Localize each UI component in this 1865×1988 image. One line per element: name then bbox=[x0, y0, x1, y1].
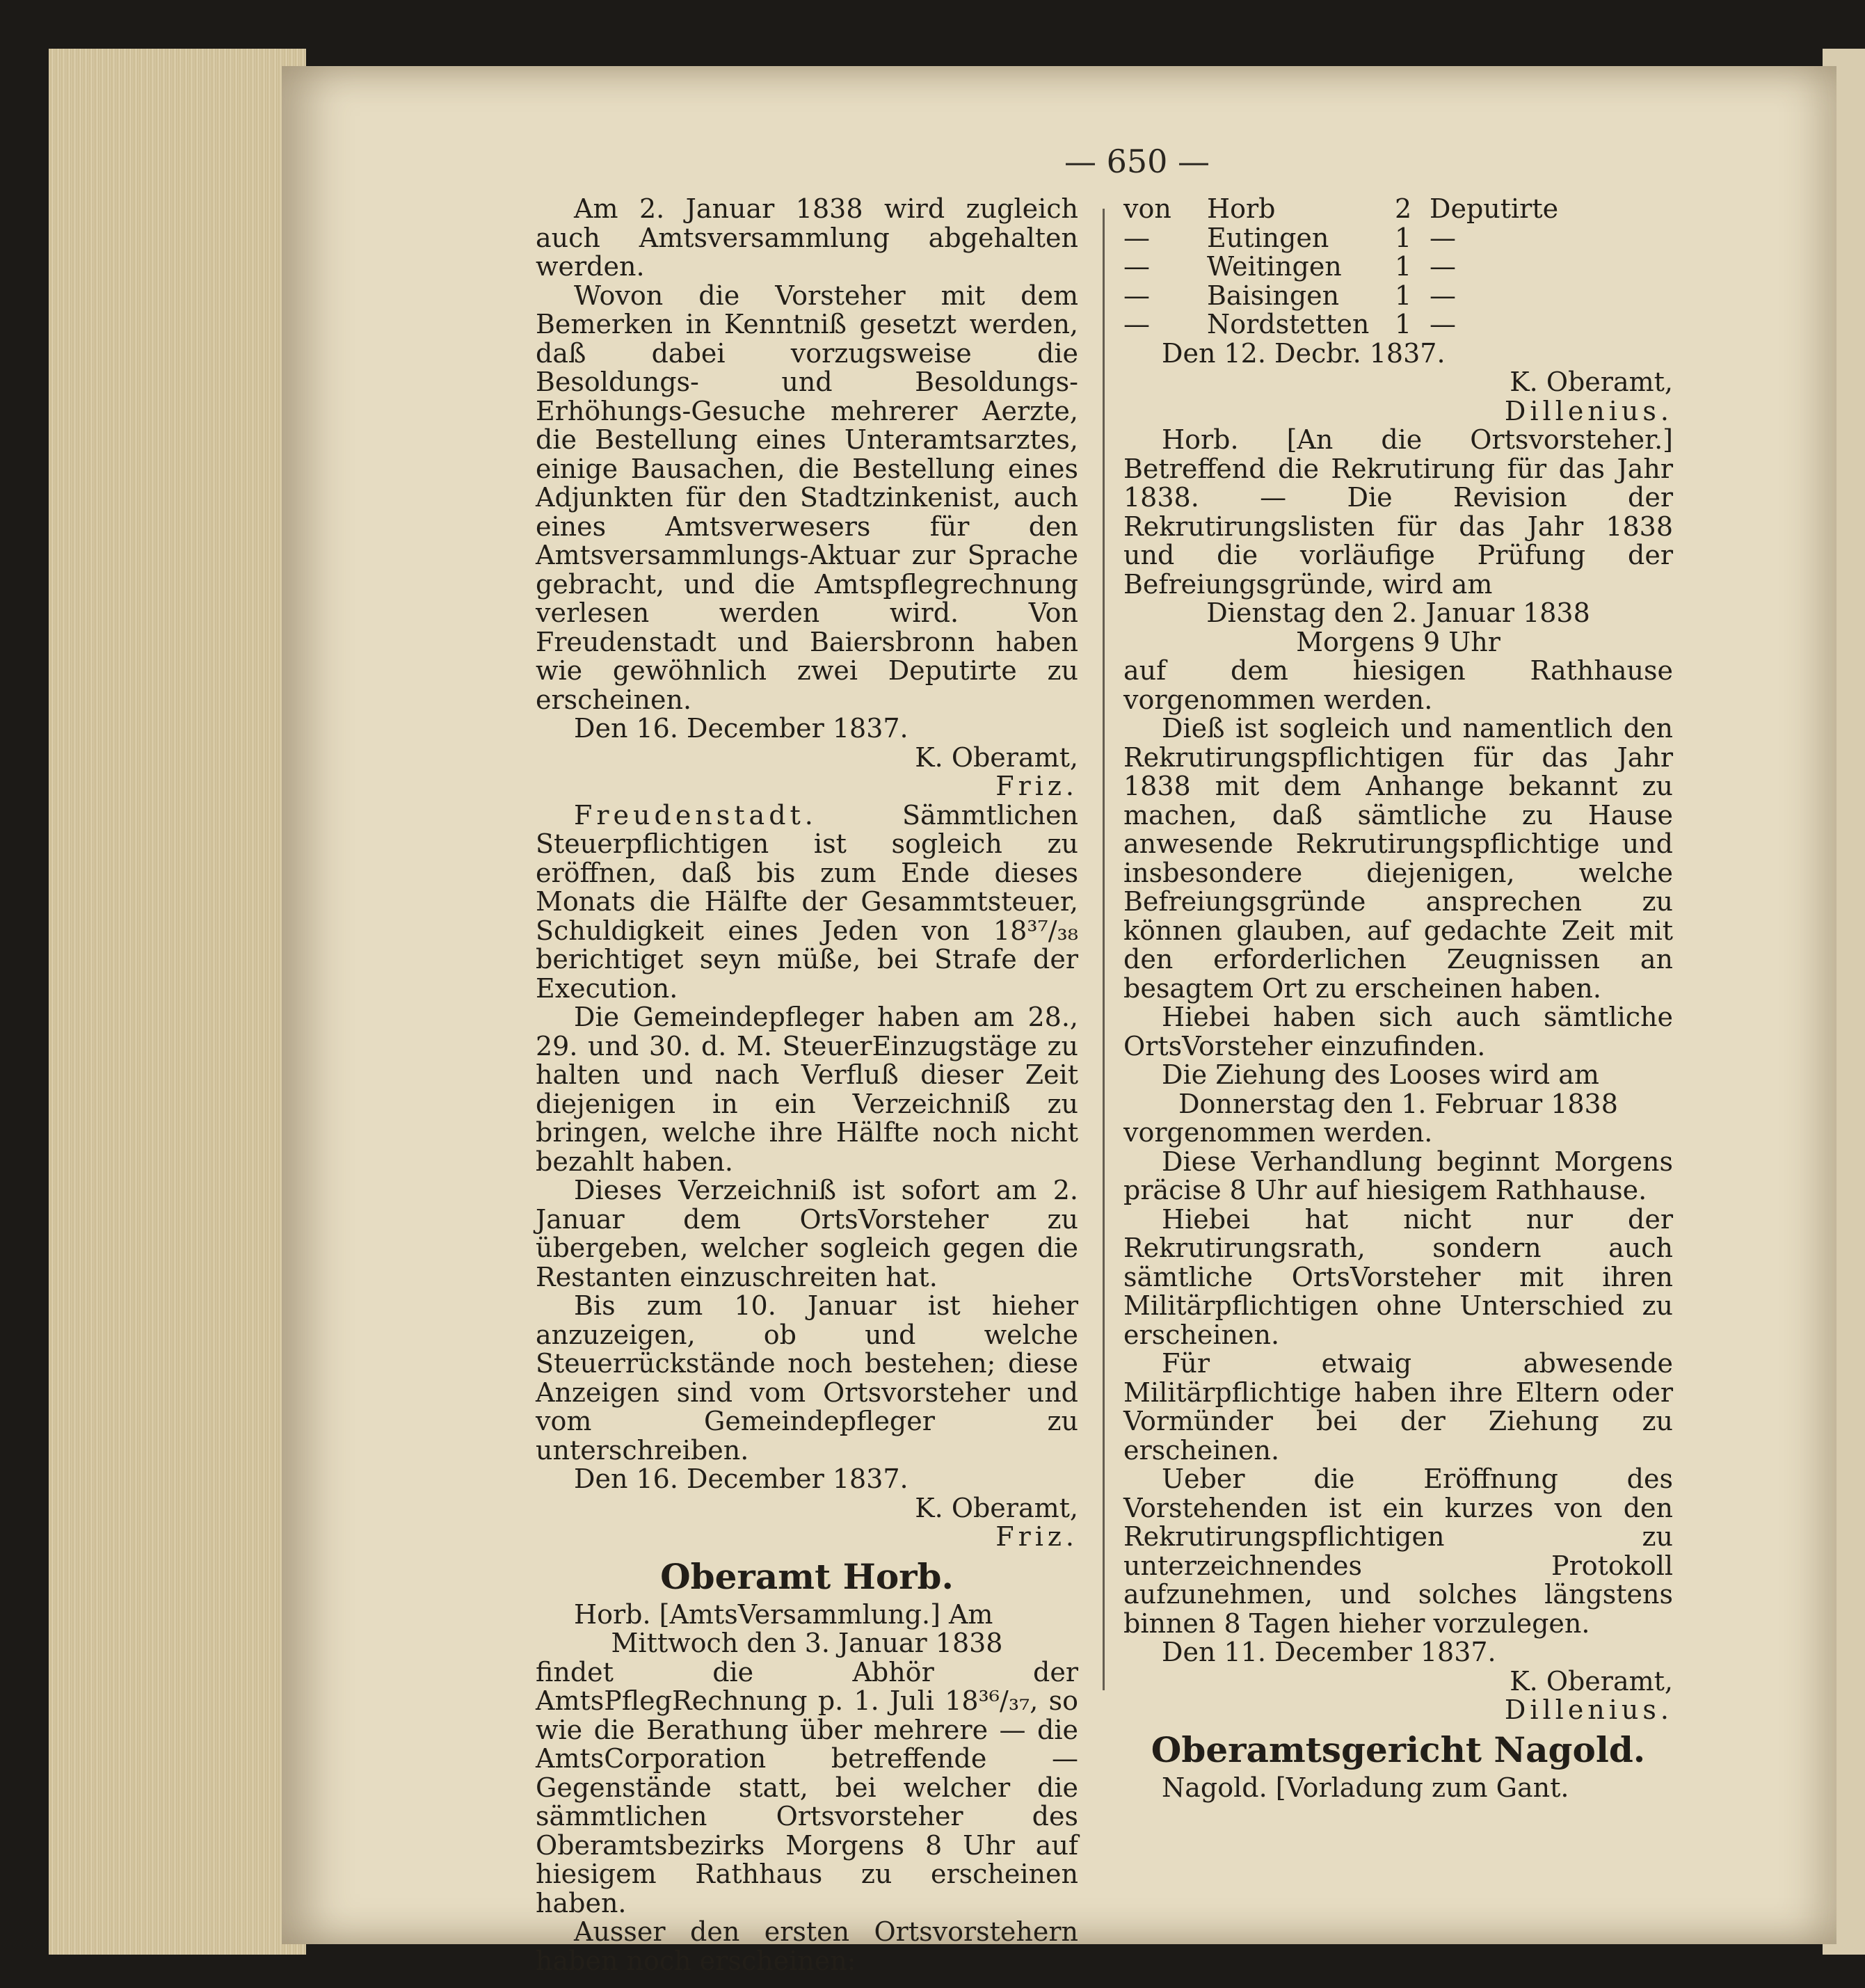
list-place: Eutingen bbox=[1207, 222, 1329, 253]
list-place: Weitingen bbox=[1207, 251, 1342, 282]
column-divider bbox=[1103, 209, 1105, 1690]
paragraph: Wovon die Vorsteher mit dem Bemerken in Kenntniß gesetzt werden, daß dabei vorzugsweise die Besoldungs- und Besoldungs-Erhöhungs-Gesuche mehrerer Aerzte, die Bestellung eines Unteramtsarztes, einige Bausachen, die Bestellung eines Adjunkten für den Stadtzinkenist, auch eines Amtsverwesers für den Amtsversammlungs-Aktuar zur Sprache gebracht, und die Amtspflegrechnung verlesen werden wird. Von Freudenstadt und Baiersbronn haben wie gewöhnlich zwei Deputirte zu erscheinen. bbox=[536, 280, 1078, 715]
paragraph: Für etwaig abwesende Militärpflichtige haben ihre Eltern oder Vormünder bei der Ziehung zu erscheinen. bbox=[1123, 1348, 1673, 1466]
date-line: Den 11. December 1837. bbox=[1162, 1637, 1496, 1667]
paragraph: Nagold. [Vorladung zum Gant. bbox=[1162, 1772, 1569, 1803]
paragraph: Die Gemeindepfleger haben am 28., 29. und 30. d. M. SteuerEinzugstäge zu halten und nach Verfluß dieser Zeit diejenigen in ein Verzeichniß zu bringen, welche ihre Hälfte noch nicht bezahlt haben. bbox=[536, 1002, 1078, 1177]
deputy-list bbox=[1123, 195, 1673, 339]
paragraph: auf dem hiesigen Rathhause vorgenommen werden. bbox=[1123, 655, 1673, 715]
left-column bbox=[536, 195, 1078, 1975]
signature: Friz. bbox=[995, 1521, 1078, 1552]
list-prefix: — bbox=[1123, 309, 1150, 339]
list-item bbox=[1123, 310, 1673, 339]
signature: Friz. bbox=[995, 771, 1078, 801]
list-count: 2 bbox=[1395, 193, 1412, 224]
date-line: Den 16. December 1837. bbox=[574, 713, 909, 744]
list-prefix: — bbox=[1123, 222, 1150, 253]
list-item bbox=[1123, 282, 1673, 311]
paragraph: Dieß ist sogleich und namentlich den Rekrutirungspflichtigen für das Jahr 1838 mit dem Anhange bekannt zu machen, daß sämtliche zu Hause anwesende Rekrutirungspflichtige und insbesondere diejenigen, welche Befreiungsgründe ansprechen zu können glauben, auf gedachte Zeit mit den erforderlichen Zeugnissen an besagtem Ort zu erscheinen haben. bbox=[1123, 713, 1673, 1004]
list-prefix: — bbox=[1123, 280, 1150, 311]
date-line: Den 12. Decbr. 1837. bbox=[1162, 337, 1446, 369]
paragraph: Die Ziehung des Looses wird am bbox=[1162, 1059, 1599, 1090]
signature: Dillenius. bbox=[1504, 395, 1673, 426]
date-line: Den 16. December 1837. bbox=[574, 1464, 909, 1494]
centered-line: Dienstag den 2. Januar 1838 bbox=[1206, 598, 1590, 628]
list-prefix: — bbox=[1123, 251, 1150, 282]
centered-line: Donnerstag den 1. Februar 1838 bbox=[1178, 1088, 1618, 1119]
list-label: Deputirte bbox=[1430, 193, 1559, 224]
paragraph: Hiebei hat nicht nur der Rekrutirungsrath, sondern auch sämtliche OrtsVorsteher mit ihren Militärpflichtigen ohne Unterschied zu erscheinen. bbox=[1123, 1203, 1673, 1350]
paragraph: Ausser den ersten Ortsvorstehern haben noch erscheinen: bbox=[536, 1916, 1078, 1976]
paragraph-line: Mittwoch den 3. Januar 1838 bbox=[611, 1628, 1003, 1658]
list-item bbox=[1123, 252, 1673, 282]
paragraph-text: Sämmtlichen Steuerpflichtigen ist sogleich zu eröffnen, daß bis zum Ende dieses Monats die Hälfte der Gesammtsteuer, Schuldigkeit eines Jeden von 18³⁷/₃₈ berichtiget seyn müße, bei Strafe der Execution. bbox=[536, 799, 1078, 1004]
place-lead: Freudenstadt. bbox=[574, 799, 817, 831]
list-place: Horb bbox=[1207, 193, 1276, 224]
list-count: 1 bbox=[1395, 222, 1412, 253]
list-prefix: von bbox=[1123, 193, 1171, 224]
office-line: K. Oberamt, bbox=[1510, 367, 1673, 397]
paragraph: Dieses Verzeichniß ist sofort am 2. Januar dem OrtsVorsteher zu übergeben, welcher sogleich gegen die Restanten einzuschreiten hat. bbox=[536, 1175, 1078, 1292]
list-count: 1 bbox=[1395, 251, 1412, 282]
list-label: — bbox=[1430, 309, 1456, 339]
office-line: K. Oberamt, bbox=[915, 742, 1078, 773]
list-place: Nordstetten bbox=[1207, 309, 1370, 339]
section-heading: Oberamt Horb. bbox=[660, 1555, 954, 1597]
signature: Dillenius. bbox=[1504, 1694, 1673, 1725]
list-label: — bbox=[1430, 251, 1456, 282]
office-line: K. Oberamt, bbox=[915, 1492, 1078, 1523]
office-line: K. Oberamt, bbox=[1510, 1665, 1673, 1697]
list-label: — bbox=[1430, 222, 1456, 253]
paragraph: Am 2. Januar 1838 wird zugleich auch Amtsversammlung abgehalten werden. bbox=[536, 193, 1078, 282]
list-place: Baisingen bbox=[1207, 280, 1340, 311]
section-heading: Oberamtsgericht Nagold. bbox=[1151, 1729, 1646, 1770]
list-count: 1 bbox=[1395, 309, 1412, 339]
page-number: — 650 — bbox=[1064, 143, 1210, 180]
book-page-edges bbox=[49, 49, 306, 1955]
paragraph: Diese Verhandlung beginnt Morgens präcise 8 Uhr auf hiesigem Rathhause. bbox=[1123, 1146, 1673, 1205]
list-item bbox=[1123, 195, 1673, 224]
paragraph: Bis zum 10. Januar ist hieher anzuzeigen, ob und welche Steuerrückstände noch bestehen; diese Anzeigen sind vom Ortsvorsteher und vom Gemeindepfleger zu unterschreiben. bbox=[536, 1290, 1078, 1466]
list-label: — bbox=[1430, 280, 1456, 311]
paragraph-line: Horb. [AmtsVersammlung.] Am bbox=[574, 1598, 993, 1630]
paragraph bbox=[536, 801, 1078, 1004]
list-item bbox=[1123, 224, 1673, 253]
paragraph: vorgenommen werden. bbox=[1123, 1117, 1433, 1148]
right-column bbox=[1123, 195, 1673, 1802]
paragraph: Ueber die Eröffnung des Vorstehenden ist ein kurzes von den Rekrutirungspflichtigen zu unterzeichnendes Protokoll aufzunehmen, und solches längstens binnen 8 Tagen hieher vorzulegen. bbox=[1123, 1464, 1673, 1639]
paragraph: Hiebei haben sich auch sämtliche OrtsVorsteher einzufinden. bbox=[1123, 1002, 1673, 1061]
list-count: 1 bbox=[1395, 280, 1412, 311]
paragraph: findet die Abhör der AmtsPflegRechnung p. 1. Juli 18³⁶/₃₇, so wie die Berathung über mehrere — die AmtsCorporation betreffende — Gegenstände statt, bei welcher die sämmtlichen Ortsvorsteher des Oberamtsbezirks Morgens 8 Uhr auf hiesigem Rathhaus zu erscheinen haben. bbox=[536, 1656, 1078, 1918]
paragraph: Horb. [An die Ortsvorsteher.] Betreffend die Rekrutirung für das Jahr 1838. — Die Revision der Rekrutirungslisten für das Jahr 1838 und die vorläufige Prüfung der Befreiungsgründe, wird am bbox=[1123, 424, 1673, 600]
centered-line: Morgens 9 Uhr bbox=[1296, 626, 1500, 657]
